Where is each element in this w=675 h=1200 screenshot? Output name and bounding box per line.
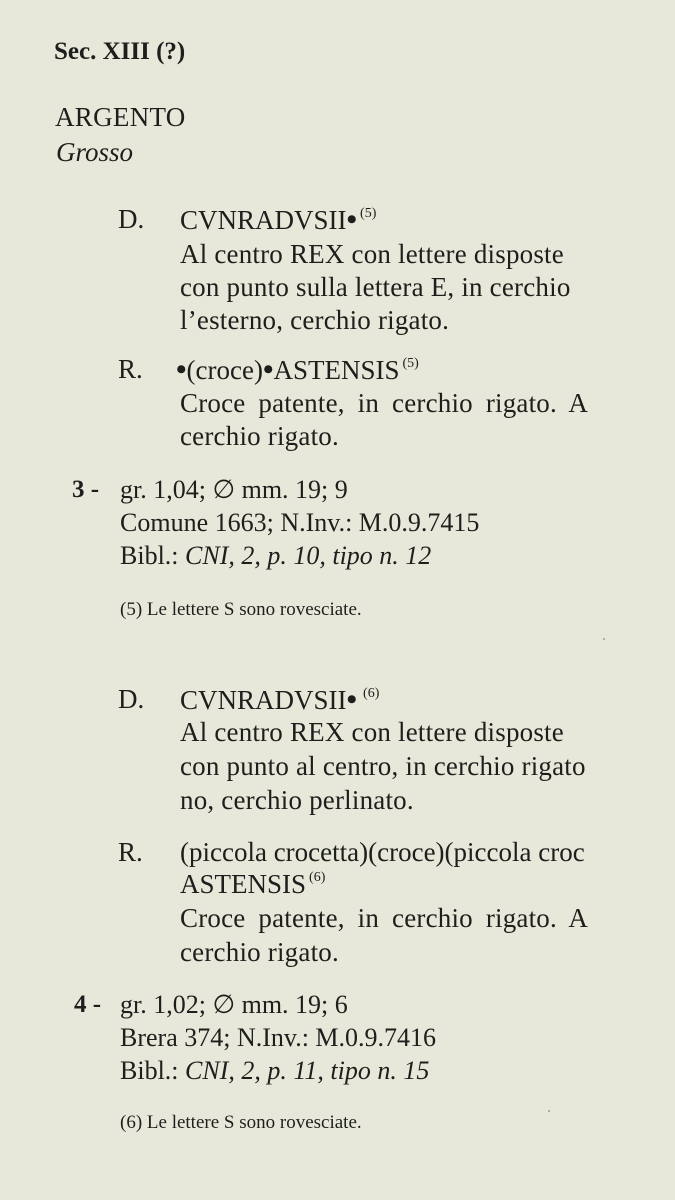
reverse-legend-line: (piccola crocetta)(croce)(piccola croc [180, 837, 585, 867]
description-line: Al centro REX con lettere disposte [180, 239, 564, 269]
denomination-label: Grosso [56, 137, 134, 167]
catalog-number: 3 - [72, 476, 100, 503]
legend-dot: • [176, 353, 187, 386]
description-line: cerchio rigato. [180, 421, 339, 451]
description-line: no, cerchio perlinato. [180, 785, 414, 815]
obverse-label: D. [118, 684, 145, 714]
bibl-reference: CNI, 2, p. 11, tipo n. 15 [185, 1056, 430, 1085]
footnote-ref: (5) [402, 356, 419, 371]
bibl-prefix: Bibl.: [120, 1056, 179, 1085]
footnote: (6) Le lettere S sono rovesciate. [120, 1112, 362, 1133]
legend-text: ASTENSIS [273, 355, 400, 385]
catalog-weight: gr. 1,04; ∅ mm. 19; 9 [120, 475, 348, 504]
legend-dot: • [346, 683, 358, 716]
description-line: con punto al centro, in cerchio rigato [180, 751, 586, 781]
reverse-legend [176, 353, 419, 387]
description-line: l’esterno, cerchio rigato. [180, 305, 450, 335]
scan-speck [603, 638, 605, 640]
obverse-legend [180, 683, 379, 717]
description-line: cerchio rigato. [180, 937, 339, 967]
reverse-legend [180, 868, 325, 901]
description-line: Croce patente, in cerchio rigato. A [180, 903, 589, 933]
reverse-label: R. [118, 354, 143, 384]
description-line: con punto sulla lettera E, in cerchio [180, 272, 571, 302]
catalog-bibliography [120, 1054, 429, 1087]
legend-text: CVNRADVSII [180, 205, 347, 235]
legend-dot: • [346, 203, 358, 236]
catalog-weight: gr. 1,02; ∅ mm. 19; 6 [120, 990, 348, 1019]
obverse-label: D. [118, 204, 145, 234]
description-line: Croce patente, in cerchio rigato. A [180, 388, 589, 418]
footnote-ref: (6) [363, 686, 380, 701]
description-line: Al centro REX con lettere disposte [180, 717, 564, 747]
catalog-number: 4 - [74, 991, 102, 1018]
obverse-legend [180, 203, 376, 237]
metal-label: ARGENTO [55, 102, 186, 132]
reverse-label: R. [118, 837, 143, 867]
catalog-inventory: Brera 374; N.Inv.: M.0.9.7416 [120, 1023, 437, 1052]
bibl-prefix: Bibl.: [120, 541, 179, 570]
bibl-reference: CNI, 2, p. 10, tipo n. 12 [185, 541, 432, 570]
legend-dot: • [262, 353, 274, 386]
footnote-ref: (6) [309, 870, 326, 885]
catalog-bibliography [120, 539, 431, 572]
catalog-inventory: Comune 1663; N.Inv.: M.0.9.7415 [120, 508, 480, 537]
legend-text: ASTENSIS [180, 869, 307, 899]
scan-speck [548, 1110, 550, 1112]
footnote: (5) Le lettere S sono rovesciate. [120, 599, 362, 620]
footnote-ref: (5) [360, 206, 377, 221]
legend-text: CVNRADVSII [180, 685, 347, 715]
section-heading: Sec. XIII (?) [54, 38, 186, 65]
legend-cross: (croce) [186, 355, 263, 385]
